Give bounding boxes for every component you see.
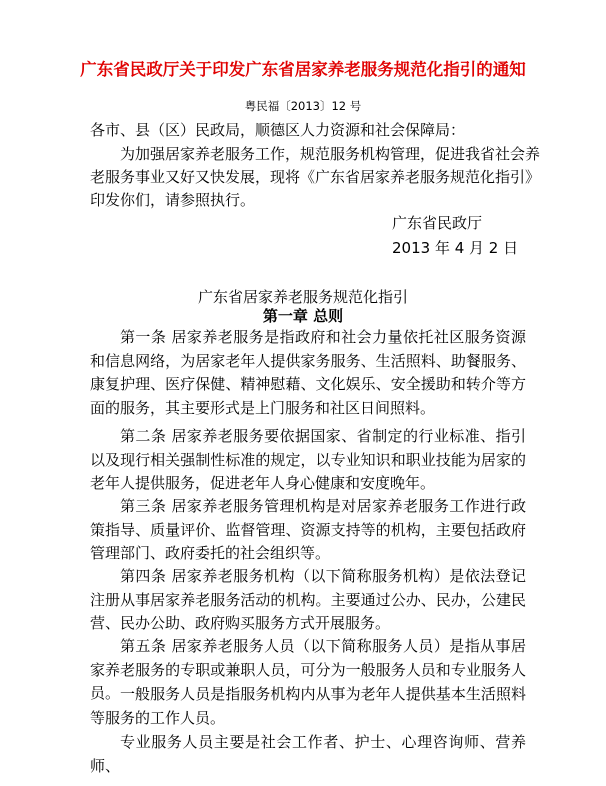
article-paragraph: 一般服务人员是指服务机构内从事为老年人提供基本生活照料等服务的工作人员。: [90, 685, 526, 727]
chapter-heading: 第一章 总则: [262, 307, 344, 325]
notice-title: 广东省民政厅关于印发广东省居家养老服务规范化指引的通知: [80, 60, 526, 79]
article-paragraph: 第一条 居家养老服务是指政府和社会力量依托社区服务资源和信息网络，为居家老年人提供家务服务、生活照料、助餐服务、康复护理、医疗保健、精神慰藉、文化娱乐、安全援助和转介等方面的服务，其主要形式是上门服务和社区日间照料。: [90, 328, 526, 417]
article-paragraph: 第四条 居家养老服务机构（以下简称服务机构）是依法登记注册从事居家养老服务活动的机构。主要通过公办、民办，公建民营、民办公助、政府购买服务方式开展服务。: [90, 567, 526, 632]
addressee: 各市、县（区）民政局，顺德区人力资源和社会保障局：: [90, 121, 466, 139]
notice-body-line: 为加强居家养老服务工作，规范服务机构管理，促进我省社会养: [120, 145, 541, 163]
article-paragraph: 第二条 居家养老服务要依据国家、省制定的行业标准、指引以及现行相关强制性标准的规定，以专业知识和职业技能为居家的老年人提供服务，促进老年人身心健康和安度晚年。: [90, 427, 526, 492]
notice-body-line: 老服务事业又好又快发展，现将《广东省居家养老服务规范化指引》: [90, 168, 541, 186]
article-paragraph: 专业服务人员主要是社会工作者、护士、心理咨询师、营养师、: [90, 733, 526, 775]
article-paragraph: 第五条 居家养老服务人员（以下简称服务人员）是指从事居家养老服务的专职或兼职人员，可分为一般服务人员和专业服务人员。: [90, 637, 526, 702]
signer: 广东省民政厅: [392, 214, 483, 232]
signing-date: 2013 年 4 月 2 日: [392, 239, 519, 257]
notice-body-line: 印发你们，请参照执行。: [90, 191, 256, 209]
document-number: 粤民福〔2013〕12 号: [244, 99, 362, 113]
article-paragraph: 第三条 居家养老服务管理机构是对居家养老服务工作进行政策指导、质量评价、监督管理、资源支持等的机构，主要包括政府管理部门、政府委托的社会组织等。: [90, 497, 526, 562]
guide-title: 广东省居家养老服务规范化指引: [197, 288, 408, 306]
